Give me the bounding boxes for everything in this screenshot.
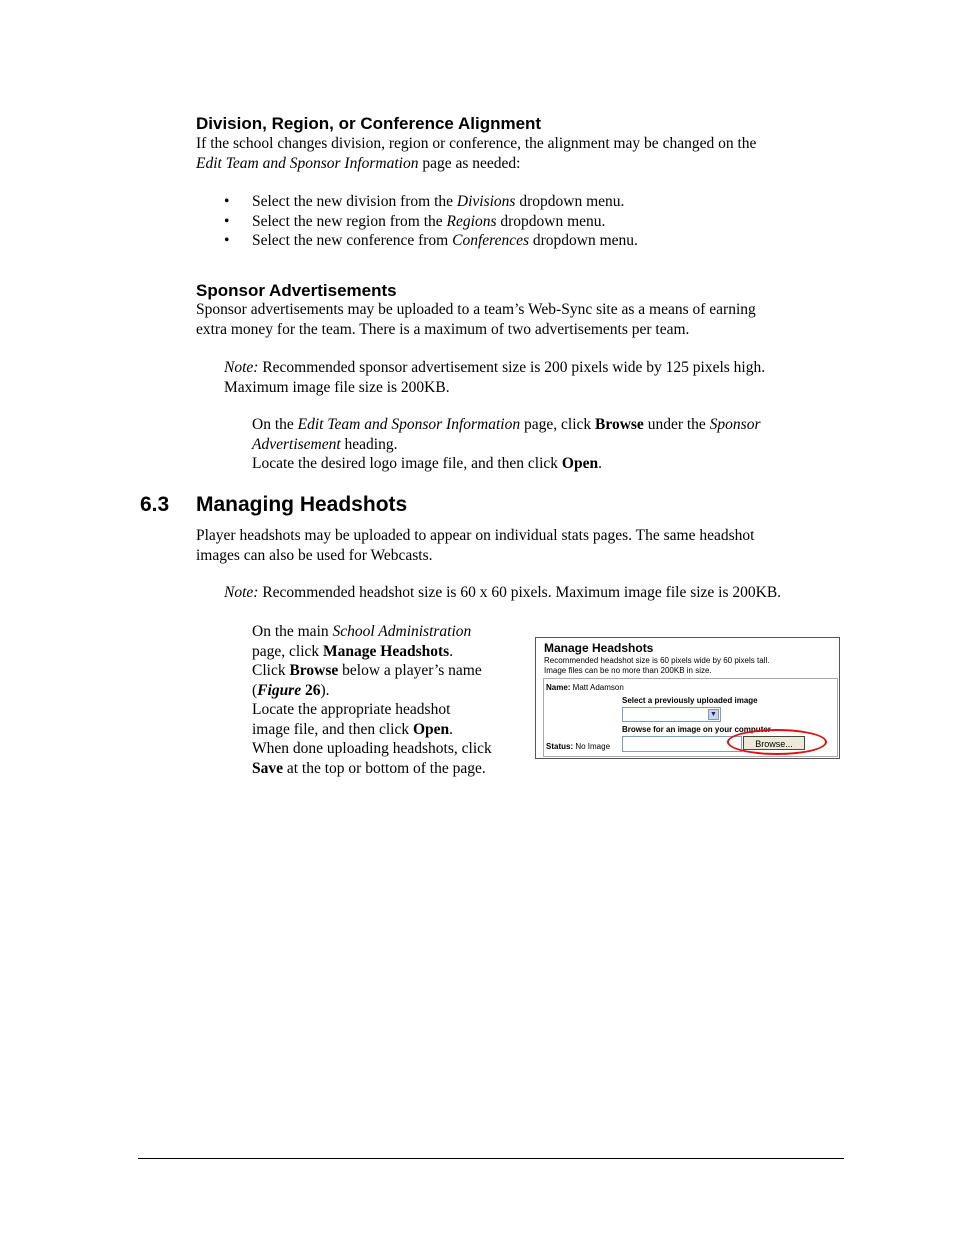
note-label: Note: xyxy=(224,359,259,376)
step-italic: Advertisement xyxy=(252,435,341,453)
file-path-input[interactable] xyxy=(622,736,742,752)
step-line xyxy=(252,720,532,740)
step-line xyxy=(252,642,532,662)
step-text: at the top or bottom of the page. xyxy=(283,759,486,777)
bullet-italic: Divisions xyxy=(456,193,516,210)
note-text: Maximum image file size is 200KB. xyxy=(224,378,450,396)
bullet-glyph: • xyxy=(224,212,230,230)
headshot-steps xyxy=(252,622,532,778)
step-bold: Manage Headshots xyxy=(323,642,450,660)
step-text: Locate the desired logo image file, and then click xyxy=(252,455,562,472)
browse-button[interactable]: Browse... xyxy=(743,736,805,750)
step-italic: Sponsor xyxy=(709,416,761,433)
step-text: On the main xyxy=(252,623,333,640)
bullet-glyph: • xyxy=(224,193,230,210)
step-text: Click xyxy=(252,662,290,679)
step-text: ( xyxy=(252,681,258,699)
list-item xyxy=(196,231,836,251)
screenshot-description xyxy=(544,656,769,676)
step-bold: Browse xyxy=(595,416,644,433)
bullet-text: dropdown menu. xyxy=(529,232,638,249)
previous-image-select[interactable] xyxy=(622,707,721,722)
list-item xyxy=(196,192,836,212)
step-italic: School Administration xyxy=(332,623,472,640)
step-text: On the xyxy=(252,416,298,433)
status-label: Status: xyxy=(546,742,574,751)
bullet-text: Select the new division from the xyxy=(252,193,457,210)
bullet-text: dropdown menu. xyxy=(515,193,625,210)
figure-reference: Figure xyxy=(257,681,302,699)
description-line: Image files can be no more than 200KB in size. xyxy=(544,666,712,675)
browse-label: Browse for an image on your computer xyxy=(622,725,771,734)
step-text: . xyxy=(598,455,602,472)
highlight-circle xyxy=(727,729,827,755)
step-text: page, click xyxy=(252,642,324,660)
sponsor-steps xyxy=(252,415,832,474)
section-number: 6.3 xyxy=(140,493,170,516)
division-intro-text: If the school changes division, region or conference, the alignment may be changed on the xyxy=(196,135,757,152)
name-label: Name: xyxy=(546,683,571,692)
section-title: Managing Headshots xyxy=(196,493,408,516)
bullet-glyph: • xyxy=(224,232,230,249)
step-1 xyxy=(252,415,832,435)
status-value: No Image xyxy=(573,742,611,751)
section-note xyxy=(224,583,844,603)
step-text: under the xyxy=(643,416,710,433)
description-line: Recommended headshot size is 60 pixels wide by 60 pixels tall. xyxy=(544,656,770,665)
bullet-text: Select the new conference from xyxy=(252,232,453,249)
division-intro-after: page as needed: xyxy=(418,154,521,172)
sponsor-line: Sponsor advertisements may be uploaded to a team’s Web-Sync site as a means of earning xyxy=(196,301,756,318)
sponsor-paragraph xyxy=(196,300,846,339)
step-text: . xyxy=(449,720,454,738)
division-bullet-list xyxy=(196,192,836,251)
screenshot-title: Manage Headshots xyxy=(544,641,654,655)
manage-headshots-screenshot xyxy=(535,637,840,759)
note-label: Note: xyxy=(224,584,259,601)
step-bold: Browse xyxy=(289,662,339,679)
note-text: Recommended headshot size is 60 x 60 pixels. Maximum image file size is 200KB. xyxy=(258,584,782,601)
list-item xyxy=(196,212,836,232)
figure-number: 26 xyxy=(301,681,321,699)
step-line: Locate the appropriate headshot xyxy=(252,701,451,718)
status xyxy=(546,742,610,751)
section-paragraph xyxy=(196,526,846,565)
player-panel xyxy=(543,678,838,757)
step-line xyxy=(252,622,532,642)
step-1-cont xyxy=(252,435,832,455)
step-line: When done uploading headshots, click xyxy=(252,740,492,757)
division-intro-italic: Edit Team and Sponsor Information xyxy=(196,154,419,172)
step-2 xyxy=(252,454,832,474)
sponsor-note xyxy=(224,358,844,397)
step-line xyxy=(252,759,532,779)
step-text: below a player’s name xyxy=(338,662,482,679)
step-text: ). xyxy=(320,681,330,699)
select-label: Select a previously uploaded image xyxy=(622,696,758,705)
step-text: page, click xyxy=(520,416,596,433)
player-name xyxy=(546,683,624,692)
step-bold: Open xyxy=(561,455,599,472)
division-heading: Division, Region, or Conference Alignment xyxy=(196,114,542,133)
step-bold: Open xyxy=(412,720,450,738)
note-text: Recommended sponsor advertisement size is 200 pixels wide by 125 pixels high. xyxy=(258,359,766,376)
step-text: . xyxy=(449,642,454,660)
section-line: images can also be used for Webcasts. xyxy=(196,546,433,564)
step-text: heading. xyxy=(340,435,398,453)
bullet-text: dropdown menu. xyxy=(496,212,606,230)
step-italic: Edit Team and Sponsor Information xyxy=(297,416,521,433)
bullet-italic: Conferences xyxy=(452,232,530,249)
step-text: image file, and then click xyxy=(252,720,413,738)
name-value: Matt Adamson xyxy=(570,683,624,692)
sponsor-heading: Sponsor Advertisements xyxy=(196,281,397,300)
step-line xyxy=(252,681,532,701)
footer-divider xyxy=(138,1158,844,1159)
sponsor-line: extra money for the team. There is a maximum of two advertisements per team. xyxy=(196,320,690,338)
step-line xyxy=(252,661,532,681)
division-intro xyxy=(196,134,836,173)
bullet-text: Select the new region from the xyxy=(252,212,447,230)
bullet-italic: Regions xyxy=(446,212,497,230)
section-line: Player headshots may be uploaded to appear on individual stats pages. The same headshot xyxy=(196,527,755,544)
step-bold: Save xyxy=(252,759,283,777)
chevron-down-icon[interactable]: ▼ xyxy=(708,709,719,720)
